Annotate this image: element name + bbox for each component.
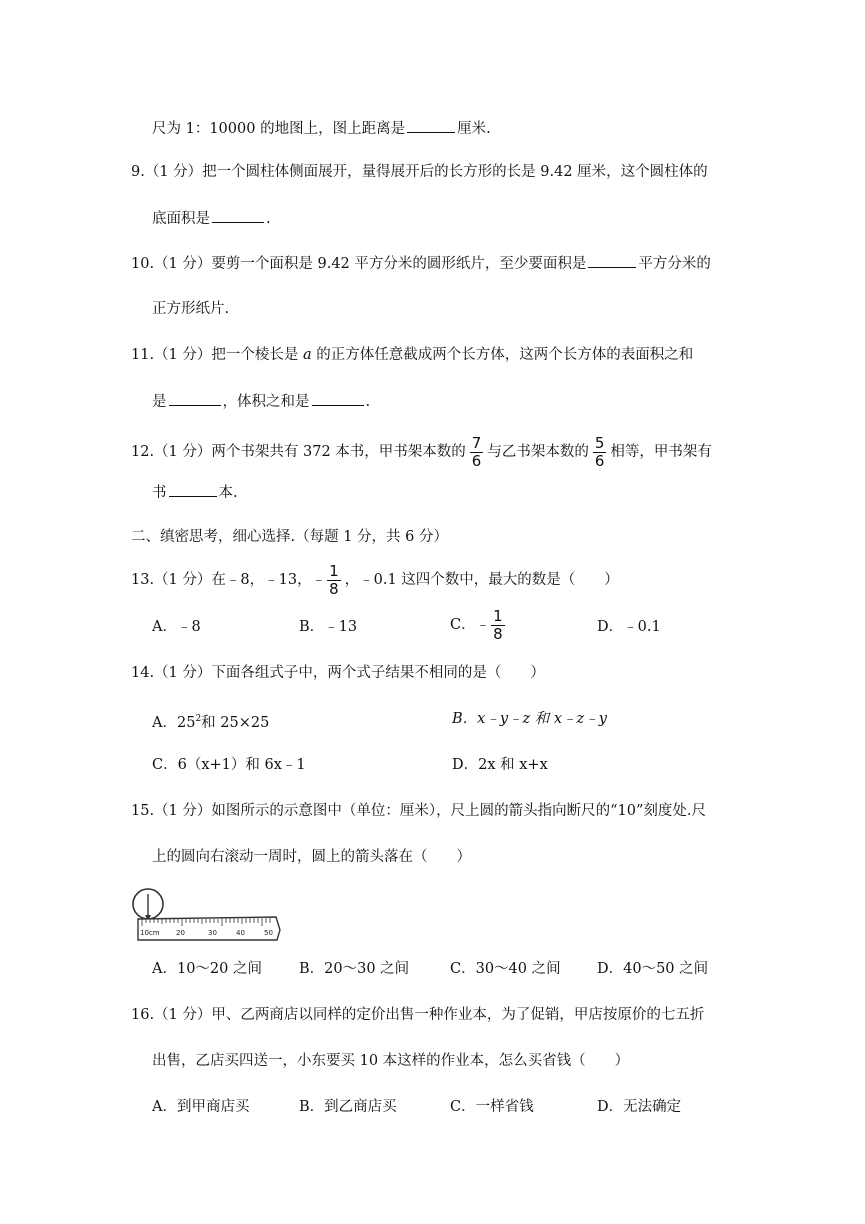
- frac-num: 1: [493, 606, 503, 625]
- q15-line2: 上的圆向右滚动一周时，圆上的箭头落在（ ）: [152, 849, 471, 865]
- frac-den: 8: [329, 579, 339, 598]
- section-2-heading: 二、缜密思考，细心选择.（每题 1 分，共 6 分）: [131, 529, 448, 545]
- q15-option-b[interactable]: B．20～30 之间: [299, 961, 410, 977]
- ruler-label-10: 10cm: [140, 929, 160, 937]
- q12b-text-pre: 书: [152, 485, 167, 501]
- q9-line2: [152, 208, 271, 229]
- q12-fraction-2: [593, 433, 607, 470]
- frac-den: 6: [594, 451, 605, 470]
- q14-stem: 14.（1 分）下面各组式子中，两个式子结果不相同的是（ ）: [131, 665, 545, 681]
- q10-line2: 正方形纸片.: [152, 301, 230, 317]
- q11-variable: a: [303, 347, 312, 363]
- q16-option-d[interactable]: D．无法确定: [597, 1099, 682, 1115]
- ruler-label-40: 40: [236, 929, 245, 937]
- q10-text-post: 平方分米的: [638, 256, 711, 272]
- q8-blank[interactable]: [407, 118, 455, 133]
- q8-line2: [152, 118, 491, 139]
- q8-text-post: 厘米.: [457, 121, 491, 137]
- q9-line1: 9.（1 分）把一个圆柱体侧面展开，量得展开后的长方形的长是 9.42 厘米，这个圆柱体的: [131, 164, 708, 180]
- q10-blank[interactable]: [588, 253, 636, 268]
- q10-text-pre: 10.（1 分）要剪一个面积是 9.42 平方分米的圆形纸片，至少要面积是: [131, 256, 587, 272]
- q13-option-b[interactable]: B．﹣13: [299, 619, 358, 635]
- q15-option-a[interactable]: A．10～20 之间: [152, 961, 262, 977]
- q11-text-pre: 11.（1 分）把一个棱长是: [131, 347, 304, 363]
- q12-text-post: 相等，甲书架有: [610, 444, 712, 460]
- ruler-diagram: [130, 884, 286, 942]
- q16-line1: 16.（1 分）甲、乙两商店以同样的定价出售一种作业本，为了促销，甲店按原价的七五折: [131, 1007, 705, 1023]
- ruler-label-50: 50: [264, 929, 273, 937]
- ruler-label-20: 20: [176, 929, 185, 937]
- q14-option-d[interactable]: D．2x 和 x+x: [452, 757, 548, 773]
- q14-option-a[interactable]: [152, 709, 269, 733]
- q15-option-d[interactable]: D．40～50 之间: [597, 961, 709, 977]
- q11-blank-2[interactable]: [312, 391, 364, 406]
- q9-text-pre: 底面积是: [152, 211, 210, 227]
- q16-option-c[interactable]: C．一样省钱: [450, 1099, 534, 1115]
- q16-line2: 出售，乙店买四送一，小东要买 10 本这样的作业本，怎么买省钱（ ）: [152, 1053, 630, 1069]
- q14-a-rest: 和 25×25: [201, 714, 270, 731]
- q16-option-a[interactable]: A．到甲商店买: [152, 1099, 250, 1115]
- q13-option-c-fraction: [491, 606, 505, 643]
- q13-option-d[interactable]: D．﹣0.1: [597, 619, 661, 635]
- frac-den: 6: [471, 451, 482, 470]
- q12-line1: [131, 433, 712, 471]
- frac-num: 7: [471, 433, 482, 452]
- q13-stem: [131, 561, 619, 599]
- q9-text-post: .: [266, 211, 271, 227]
- q14-a-base: A．25: [152, 714, 196, 731]
- q12b-text-post: 本.: [218, 485, 238, 501]
- q14-option-b[interactable]: B．x﹣y﹣z 和 x﹣z﹣y: [452, 711, 607, 727]
- q16-option-b[interactable]: B．到乙商店买: [299, 1099, 397, 1115]
- q9-blank[interactable]: [212, 208, 264, 223]
- q12-blank[interactable]: [169, 482, 217, 497]
- q12-fraction-1: [470, 433, 484, 470]
- q11-line1: [131, 345, 693, 365]
- q13-option-a[interactable]: A．﹣8: [152, 619, 201, 635]
- q12-line2: [152, 482, 238, 503]
- frac-num: 5: [594, 433, 605, 452]
- q13-text-post: ，﹣0.1 这四个数中，最大的数是（ ）: [344, 572, 619, 588]
- q14-option-c[interactable]: C．6（x+1）和 6x﹣1: [152, 757, 306, 773]
- q12-text-pre: 12.（1 分）两个书架共有 372 本书，甲书架本数的: [131, 444, 466, 460]
- q11-text-post: 的正方体任意截成两个长方体，这两个长方体的表面积之和: [311, 347, 694, 363]
- q13-text-pre: 13.（1 分）在﹣8，﹣13，﹣: [131, 572, 327, 588]
- q8-text-pre: 尺为 1：10000 的地图上，图上距离是: [152, 121, 406, 137]
- q11b-text-post: .: [365, 394, 371, 410]
- q12-text-mid: 与乙书架本数的: [487, 444, 589, 460]
- q15-line1: 15.（1 分）如图所示的示意图中（单位：厘米），尺上圆的箭头指向断尺的“10”刻度处.尺: [131, 803, 707, 819]
- frac-den: 8: [493, 624, 503, 643]
- q11b-text-pre: 是: [152, 394, 167, 410]
- frac-num: 1: [329, 561, 339, 580]
- q11-line2: [152, 391, 370, 412]
- q11b-text-mid: ，体积之和是: [222, 394, 310, 410]
- ruler-label-30: 30: [208, 929, 217, 937]
- q13-option-c[interactable]: [450, 606, 509, 644]
- q13-option-c-label: C．﹣: [450, 617, 491, 633]
- q14-a-exponent: 2: [195, 714, 202, 724]
- q11-blank-1[interactable]: [169, 391, 221, 406]
- q13-fraction: [327, 561, 341, 598]
- q15-option-c[interactable]: C．30～40 之间: [450, 961, 561, 977]
- q10-line1: [131, 253, 711, 274]
